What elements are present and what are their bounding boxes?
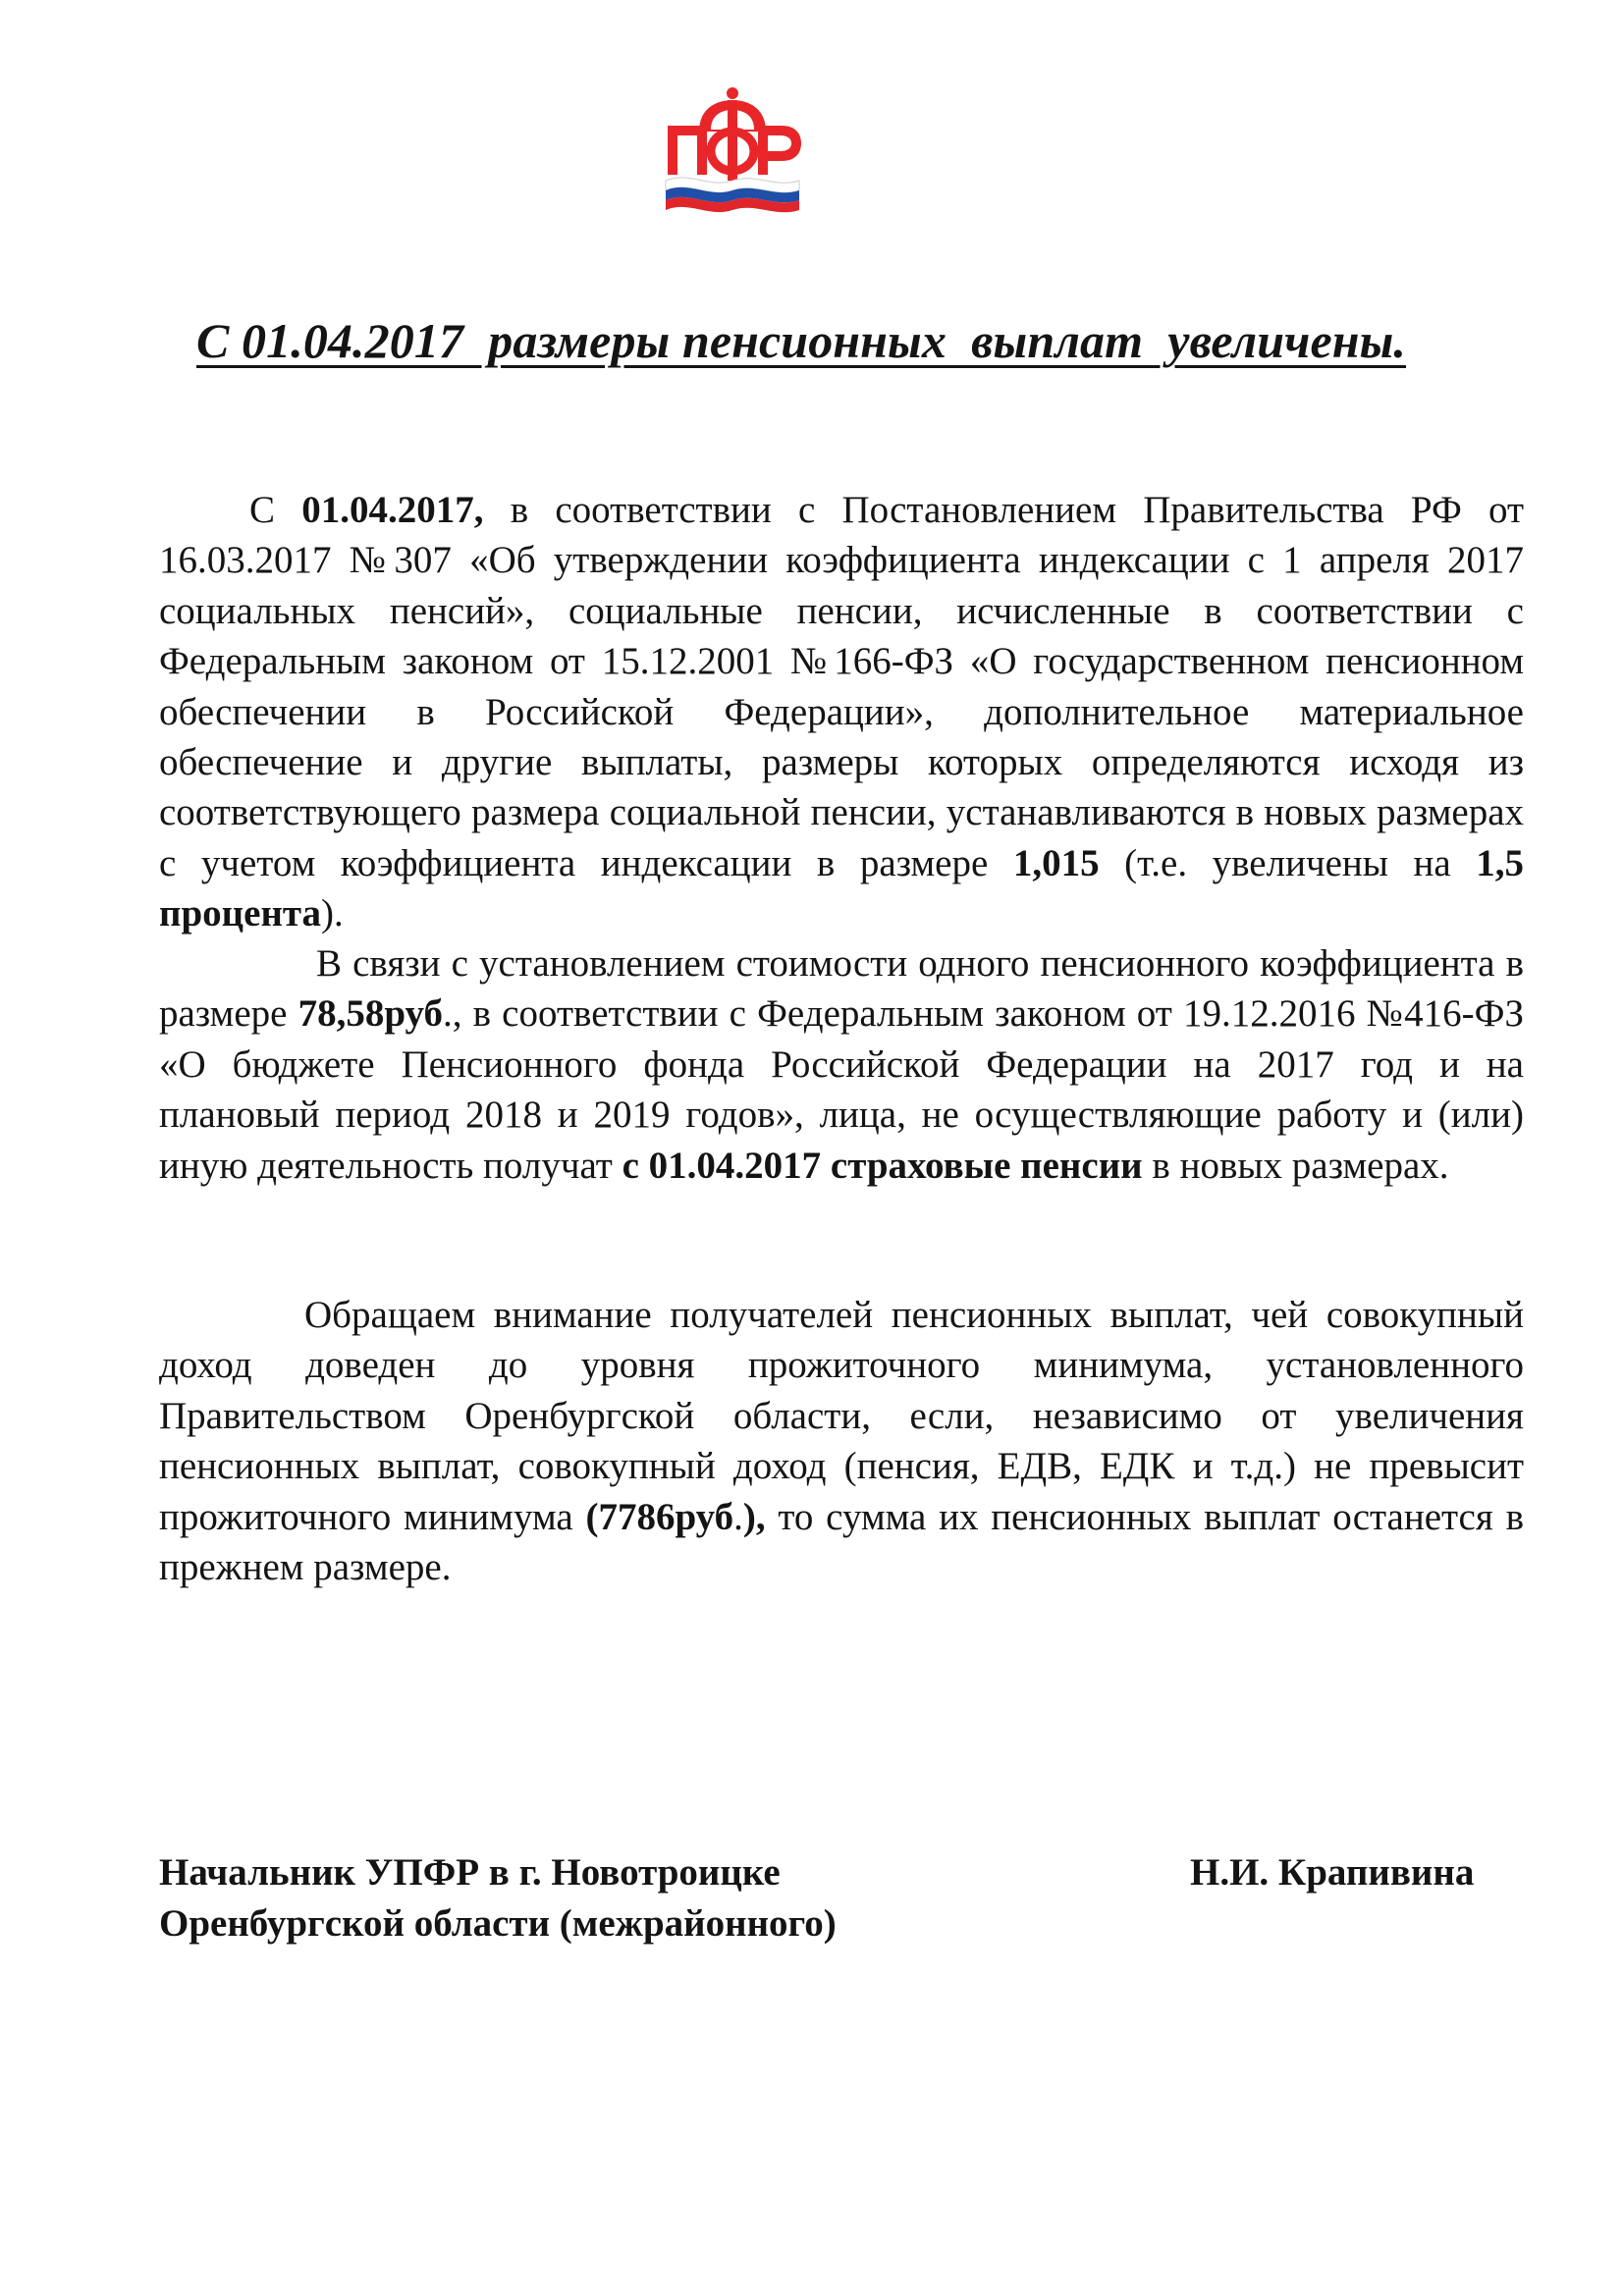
bold-insurance-date: с 01.04.2017 страховые пенсии: [622, 1144, 1143, 1187]
paragraph-insurance-pensions: [159, 938, 1524, 1191]
bold-coefficient-cost: 78,58руб: [298, 992, 444, 1036]
document-title: С 01.04.2017 размеры пенсионных выплат увеличены.: [196, 313, 1407, 368]
text: В связи с установлением стоимости одного пенсионного коэффициента в размере: [159, 942, 1524, 1036]
text: .: [733, 1495, 743, 1538]
paragraph-social-pensions: [159, 485, 1524, 939]
text: (т.е. увеличены на: [1099, 841, 1477, 884]
signature-position: [159, 1847, 837, 1949]
signature-name: Н.И. Крапивина: [1190, 1851, 1475, 1894]
signature-position-line2: Оренбургской области (межрайонного): [159, 1902, 837, 1945]
bold-percent: 1,5 процента: [159, 841, 1524, 935]
text: Обращаем внимание получателей пенсионных выплат, чей совокупный доход доведен до уровня прожиточного минимума, установленного Правительством Оренбургской области, если, независимо от увеличения пенсионных выплат, совокупный доход (пенсия, ЕДВ, ЕДК и т.д.) не превысит прожиточного минимума: [159, 1294, 1524, 1538]
bold-minimum-amount: (7786руб: [585, 1495, 734, 1538]
bold-paren: ),: [742, 1495, 766, 1538]
text: в соответствии с Постановлением Правительства РФ от 16.03.2017 №307 «Об утверждении коэффициента индексации с 1 апреля 2017 социальных пенсий», социальные пенсии, исчисленные в соответствии с Федеральным законом от 15.12.2001 №166-ФЗ «О государственном пенсионном обеспечении в Российской Федерации», дополнительное материальное обеспечение и другие выплаты, размеры которых определяются исходя из соответствующего размера социальной пенсии, устанавливаются в новых размерах с учетом коэффициента индексации в размере: [159, 489, 1525, 884]
text: в новых размерах.: [1142, 1144, 1449, 1187]
text: С: [249, 489, 302, 531]
signature-position-line1: Начальник УПФР в г. Новотроицке: [159, 1851, 781, 1894]
text: ., в соответствии с Федеральным законом от 19.12.2016 №416-ФЗ «О бюджете Пенсионного фонда Российской Федерации на 2017 год и на плановый период 2018 и 2019 годов», лица, не осуществляющие работу и (или) иную деятельность получат: [159, 992, 1524, 1187]
bold-date: 01.04.2017,: [301, 489, 484, 531]
text: то сумма их пенсионных выплат останется в прежнем размере.: [159, 1495, 1524, 1589]
text: ).: [321, 892, 344, 935]
pfr-logo-icon: [660, 86, 805, 220]
paragraph-subsistence-minimum: [159, 1290, 1524, 1592]
bold-coefficient: 1,015: [1012, 841, 1100, 884]
